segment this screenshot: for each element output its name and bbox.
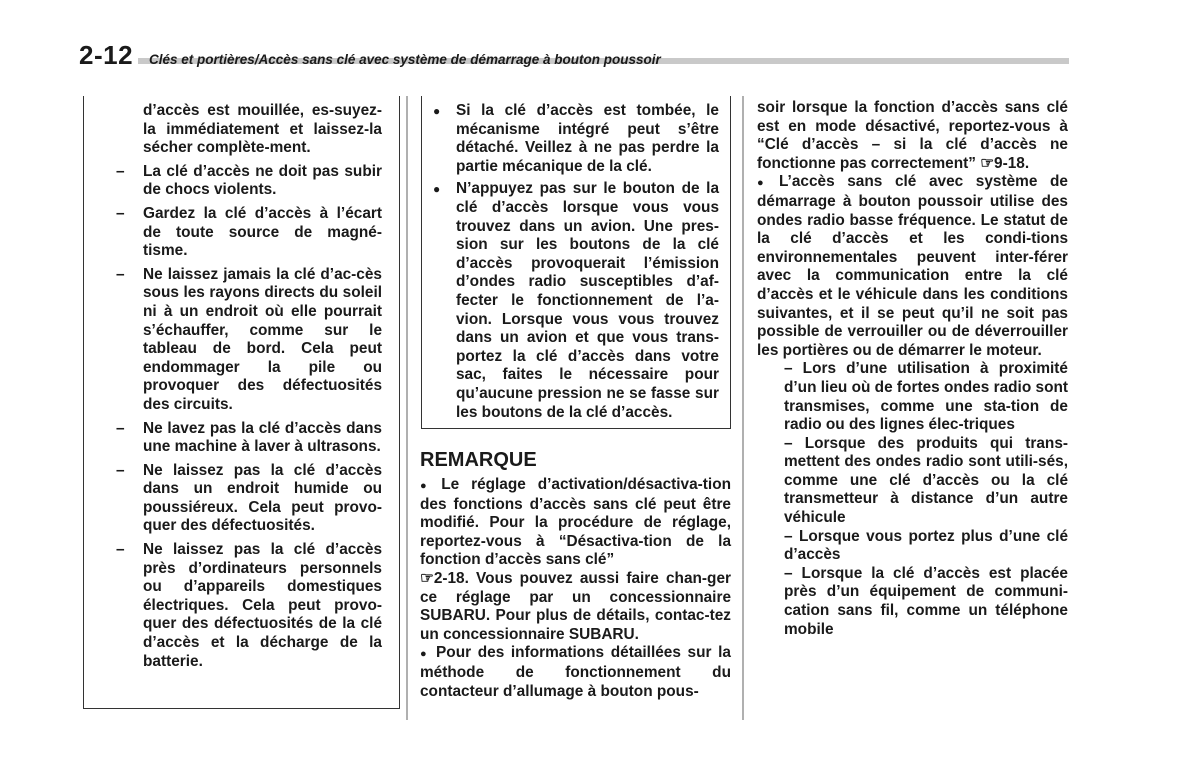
dash-mark: –: [116, 541, 125, 559]
reference-icon: ☞: [980, 154, 995, 172]
list-item: ● N’appuyez pas sur le bouton de la clé d’accès lorsque vous vous trouvez dans un avion. Une pres-sion sur les boutons de la clé d’accès provoquerait l’émission d’ondes radio susceptibles d’af-fecter le fonctionnement de l’a-vion. Lorsque vous vous trouvez dans un avion et que vous trans-portez la clé d’accès dans votre sac, faites le nécessaire pour qu’aucune pression ne se fasse sur les boutons de la clé d’accès.: [433, 180, 719, 421]
list-item: – Ne laissez pas la clé d’accès près d’ordinateurs personnels ou d’appareils domestiques électriques. Cela peut provo-quer des défectuosités de la clé d’accès et la décharge de la batterie.: [116, 541, 382, 670]
page-number: 2-12: [79, 40, 134, 70]
remark-paragraph: ● Pour des informations détaillées sur la méthode de fonctionnement du contacteur d’allumage à bouton pous-: [420, 644, 731, 700]
bullet-mark: ●: [420, 480, 435, 492]
list-item: – Ne lavez pas la clé d’accès dans une machine à laver à ultrasons.: [116, 419, 382, 456]
bullet-mark: ●: [420, 648, 430, 661]
dash-mark: –: [116, 461, 125, 479]
column-divider: [406, 96, 408, 720]
column-divider: [742, 96, 744, 720]
bullet-paragraph: ● L’accès sans clé avec système de démarrage à bouton poussoir utilise des ondes radio basse fréquence. Le statut de la clé d’accès et les condi-tions environnementales peuvent inter-férer avec la communication entre la clé d’accès et le véhicule dans les conditions suivantes, et il se peut qu’il ne soit pas possible de verrouiller ou de déverrouiller les portières ou de démarrer le moteur.: [757, 173, 1068, 359]
list-item: – Lorsque des produits qui trans-mettent des ondes radio sont utili-sés, comme une clé d’accès ou la clé transmetteur à distance d’un autre véhicule: [784, 434, 1069, 527]
dash-mark: –: [784, 564, 793, 582]
remark-heading: REMARQUE: [420, 449, 537, 471]
remark-paragraph: ● Le réglage d’activation/désactiva-tion des fonctions d’accès sans clé peut être modifié. Pour la procédure de réglage, reportez-vous à “Désactiva-tion de la fonction d’accès sans clé” ☞2-18. Vous pouvez aussi faire chan-ger ce réglage par un concessionnaire SUBARU. Pour plus de détails, contac-tez un concessionnaire SUBARU.: [420, 476, 731, 643]
page-reference[interactable]: 2-18: [433, 569, 465, 587]
continuation-text: d’accès est mouillée, es-suyez-la immédiatement et laissez-la sécher complète-ment.: [143, 102, 382, 157]
list-item: – Ne laissez pas la clé d’accès dans un endroit humide ou poussiéreux. Cela peut provo-quer des défectuosités.: [116, 461, 382, 535]
column-3: [757, 99, 1068, 639]
list-item: – La clé d’accès ne doit pas subir de chocs violents.: [116, 162, 382, 199]
dash-mark: –: [116, 419, 125, 437]
reference-icon: ☞: [420, 569, 434, 587]
continuation-text: soir lorsque la fonction d’accès sans clé est en mode désactivé, reportez-vous à “Clé d’accès – si la clé d’accès ne fonctionne pas correctement” ☞9-18.: [757, 99, 1068, 172]
column-1: [84, 102, 382, 671]
page-reference[interactable]: 9-18: [994, 154, 1025, 172]
dash-mark: –: [784, 434, 793, 452]
bullet-mark: ●: [757, 177, 772, 190]
dash-mark: –: [116, 265, 125, 283]
dash-mark: –: [784, 360, 793, 378]
list-item: ● Si la clé d’accès est tombée, le mécanisme intégré peut s’être détaché. Veillez à ne pas perdre la partie mécanique de la clé.: [433, 102, 719, 175]
list-item: – Lorsque vous portez plus d’une clé d’accès: [784, 527, 1069, 564]
list-item: – Lorsque la clé d’accès est placée près d’un équipement de communi-cation sans fil, comme un téléphone mobile: [784, 564, 1068, 638]
dash-mark: –: [116, 162, 125, 180]
running-title: Clés et portières/Accès sans clé avec système de démarrage à bouton poussoir: [149, 52, 661, 67]
bullet-mark: ●: [433, 104, 441, 118]
remark-body: [420, 476, 731, 701]
dash-mark: –: [116, 204, 125, 222]
column-2: [421, 102, 719, 426]
condition-list: [784, 360, 1068, 639]
list-item: – Gardez la clé d’accès à l’écart de toute source de magné-tisme.: [116, 204, 382, 260]
list-item: – Lors d’une utilisation à proximité d’un lieu où de fortes ondes radio sont transmises, comme une sta-tion de radio ou des lignes élec-triques: [784, 360, 1068, 434]
dash-mark: –: [784, 527, 793, 545]
bullet-mark: ●: [433, 182, 441, 197]
list-item: – Ne laissez jamais la clé d’ac-cès sous les rayons directs du soleil ni à un endroit où elle pourrait s’échauffer, comme sur le tableau de bord. Cela peut endommager la pile ou provoquer des défectuosités des circuits.: [116, 265, 382, 413]
